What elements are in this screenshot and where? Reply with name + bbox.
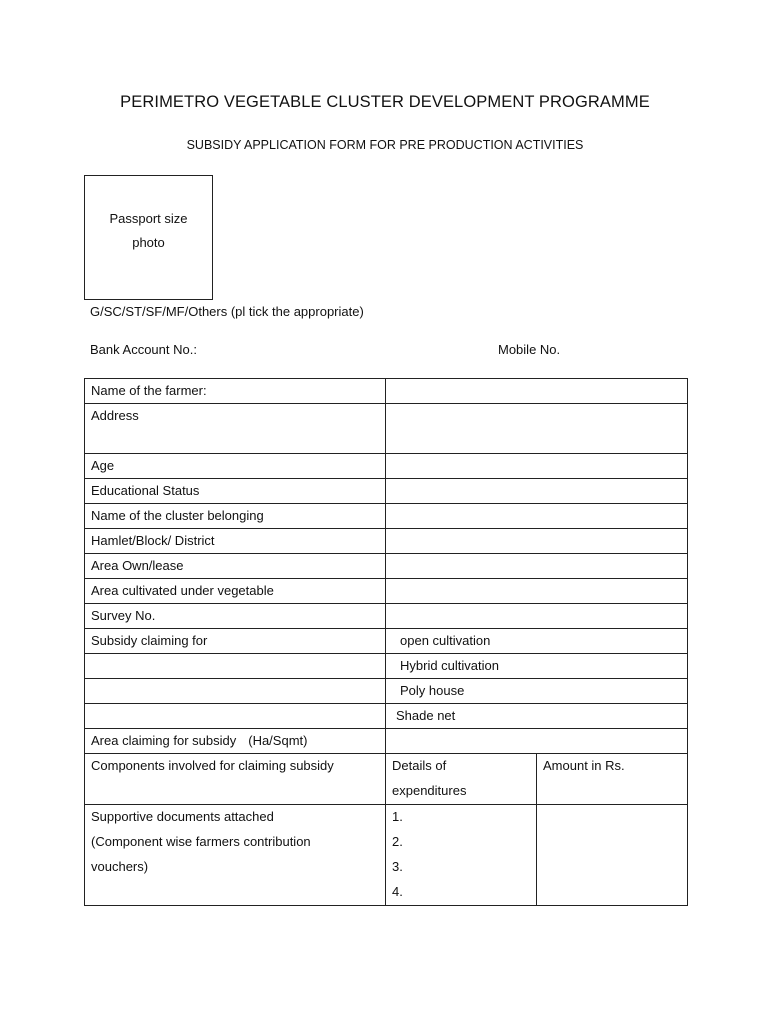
area-own-lease-field[interactable] xyxy=(386,554,688,579)
table-row xyxy=(85,679,688,704)
subsidy-claiming-label: Subsidy claiming for xyxy=(85,629,386,654)
doc-number: 2. xyxy=(392,834,403,849)
area-cultivated-field[interactable] xyxy=(386,579,688,604)
amount-header: Amount in Rs. xyxy=(537,754,688,805)
table-row xyxy=(85,504,688,529)
table-row xyxy=(85,654,688,679)
application-form-table xyxy=(84,378,688,906)
amount-field[interactable] xyxy=(537,805,688,906)
table-row xyxy=(85,805,688,906)
hamlet-block-district-field[interactable] xyxy=(386,529,688,554)
address-field[interactable] xyxy=(386,404,688,454)
field-label: Address xyxy=(85,404,386,454)
field-label: Area Own/lease xyxy=(85,554,386,579)
mobile-number-label: Mobile No. xyxy=(498,342,561,357)
components-label: Components involved for claiming subsidy xyxy=(85,754,386,805)
area-claiming-unit: (Ha/Sqmt) xyxy=(248,733,308,748)
empty-cell xyxy=(85,704,386,729)
supporting-docs-line2: (Component wise farmers contribution xyxy=(91,834,311,849)
field-label: Educational Status xyxy=(85,479,386,504)
table-row xyxy=(85,479,688,504)
bank-account-label: Bank Account No.: xyxy=(90,342,197,357)
table-row xyxy=(85,754,688,805)
table-row xyxy=(85,454,688,479)
details-header-line2: expenditures xyxy=(392,783,467,798)
subsidy-option-poly-house[interactable]: Poly house xyxy=(386,679,688,704)
doc-number: 3. xyxy=(392,859,403,874)
doc-number: 4. xyxy=(392,884,403,899)
area-claiming-field[interactable] xyxy=(386,729,688,754)
form-subtitle: SUBSIDY APPLICATION FORM FOR PRE PRODUCTION ACTIVITIES xyxy=(186,138,584,152)
empty-cell xyxy=(85,654,386,679)
survey-number-field[interactable] xyxy=(386,604,688,629)
document-number-list[interactable] xyxy=(386,805,537,906)
form-title: PERIMETRO VEGETABLE CLUSTER DEVELOPMENT PROGRAMME xyxy=(120,93,650,111)
field-label: Area cultivated under vegetable xyxy=(85,579,386,604)
table-row xyxy=(85,529,688,554)
field-label: Age xyxy=(85,454,386,479)
table-row xyxy=(85,629,688,654)
details-header-line1: Details of xyxy=(392,758,447,773)
empty-cell xyxy=(85,679,386,704)
supporting-docs-line3: vouchers) xyxy=(91,859,149,874)
educational-status-field[interactable] xyxy=(386,479,688,504)
table-row xyxy=(85,554,688,579)
supporting-docs-label xyxy=(85,805,386,906)
age-field[interactable] xyxy=(386,454,688,479)
table-row xyxy=(85,379,688,404)
doc-number: 1. xyxy=(392,809,403,824)
details-header xyxy=(386,754,537,805)
field-label: Name of the farmer: xyxy=(85,379,386,404)
field-label: Survey No. xyxy=(85,604,386,629)
table-row xyxy=(85,704,688,729)
table-row xyxy=(85,604,688,629)
cluster-name-field[interactable] xyxy=(386,504,688,529)
table-row xyxy=(85,404,688,454)
area-claiming-label-cell xyxy=(85,729,386,754)
subsidy-option-hybrid-cultivation[interactable]: Hybrid cultivation xyxy=(386,654,688,679)
area-claiming-label: Area claiming for subsidy xyxy=(91,733,237,748)
field-label: Hamlet/Block/ District xyxy=(85,529,386,554)
table-row xyxy=(85,729,688,754)
category-selection-text: G/SC/ST/SF/MF/Others (pl tick the appropriate) xyxy=(90,304,364,319)
passport-photo-box xyxy=(84,175,213,300)
table-row xyxy=(85,579,688,604)
photo-label-line2: photo xyxy=(132,234,165,250)
subsidy-option-shade-net[interactable]: Shade net xyxy=(386,704,688,729)
supporting-docs-line1: Supportive documents attached xyxy=(91,809,274,824)
photo-label-line1: Passport size xyxy=(109,210,188,226)
farmer-name-field[interactable] xyxy=(386,379,688,404)
field-label: Name of the cluster belonging xyxy=(85,504,386,529)
subsidy-option-open-cultivation[interactable]: open cultivation xyxy=(386,629,688,654)
